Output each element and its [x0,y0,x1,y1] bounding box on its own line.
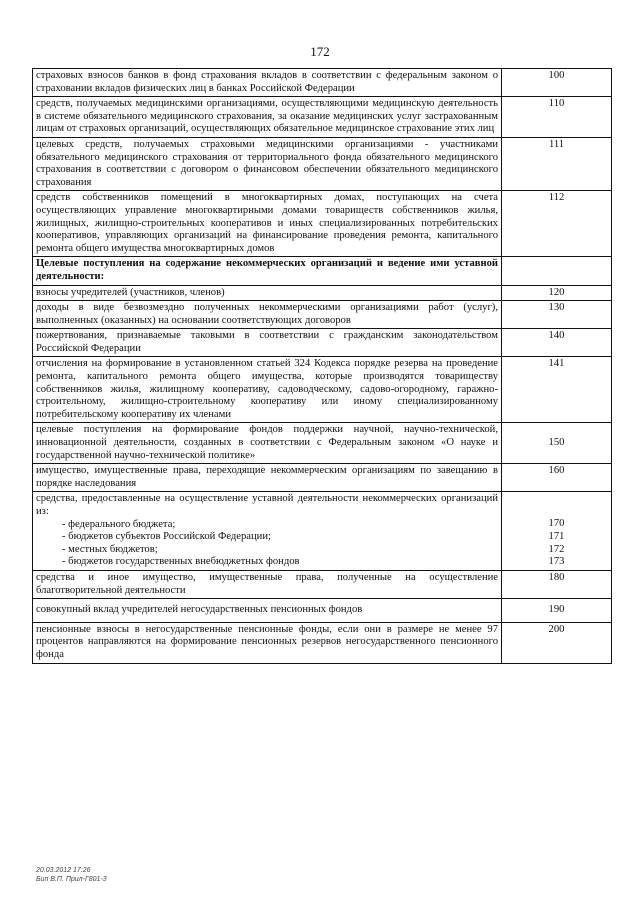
budget-source-codes [502,492,612,571]
footer-timestamp: 20.03.2012 17:26 [36,867,91,874]
table-row [33,301,612,329]
row-description: средства и иное имущество, имущественные права, полученные на осуществление благотворительной деятельности [33,570,502,598]
table-row [33,285,612,301]
row-description: средств, получаемых медицинскими организациями, осуществляющими медицинскую деятельность в системе обязательного медицинского страхования, за оказание медицинских услуг застрахованным лицам от страховых организаций, осуществляющих обязательное медицинское страхование этих лиц [33,97,502,138]
table-row [33,191,612,257]
table-row [33,570,612,598]
row-code: 180 [502,570,612,598]
row-code: 110 [502,97,612,138]
table-row [33,599,612,623]
row-description: средств собственников помещений в многоквартирных домах, поступающих на счета осуществляющих управление многоквартирными домами товариществ собственников жилья, жилищных, жилищно-строительных кооперативов и иных специализированных потребительских кооперативов, управляющих организаций на финансирование проведения ремонта, капитального ремонта общего имущества многоквартирных домов [33,191,502,257]
row-code: 190 [502,599,612,623]
budget-sources-intro: средства, предоставленные на осуществление уставной деятельности некоммерческих организаций из: [36,493,498,517]
row-description: страховых взносов банков в фонд страхования вкладов в соответствии с федеральным законом о страховании вкладов физических лиц в банках Российской Федерации [33,69,502,97]
row-code: 100 [502,69,612,97]
budget-source-code: 172 [548,543,565,555]
budget-source-item: - бюджетов государственных внебюджетных фондов [62,556,300,568]
table-row [33,97,612,138]
row-code: 120 [502,285,612,301]
row-description: отчисления на формирование в установленном статьей 324 Кодекса порядке резерва на проведение ремонта, капитального ремонта общего имущества, которые производятся товариществу собственников жилья, жилищному кооперативу, садоводческому, садово-огородному, гаражно-строительному, жилищно-строительному кооперативу или иному специализированному потребительскому кооперативу их членами [33,357,502,423]
budget-source-item: - федерального бюджета; [62,518,176,530]
row-description: пенсионные взносы в негосударственные пенсионные фонды, если они в размере не менее 97 процентов направляются на формирование пенсионных резервов негосударственного пенсионного фонда [33,622,502,663]
row-description: имущество, имущественные права, переходящие некоммерческим организациям по завещанию в порядке наследования [33,464,502,492]
row-code: 150 [502,423,612,464]
row-code: 111 [502,137,612,190]
table-row [33,137,612,190]
footer-document-ref: Бип В.П. Прил-Г801-3 [36,876,107,883]
row-description: совокупный вклад учредителей негосударственных пенсионных фондов [33,599,502,623]
table-row [33,622,612,663]
table-row [33,464,612,492]
section-heading-row [33,257,612,285]
budget-sources-row [33,492,612,571]
table-row [33,357,612,423]
row-code: 200 [502,622,612,663]
table-row [33,329,612,357]
page-number: 172 [310,44,330,59]
footer-stamp [36,866,107,884]
table-row [33,423,612,464]
row-description: взносы учредителей (участников, членов) [33,285,502,301]
row-description: доходы в виде безвозмездно полученных некоммерческими организациями работ (услуг), выполненных (оказанных) на основании соответствующих договоров [33,301,502,329]
budget-source-code: 171 [548,531,565,542]
row-description: целевые поступления на формирование фондов поддержки научной, научно-технической, инновационной деятельности, созданных в соответствии с Федеральным законом «О науке и государственной научно-технической политике» [33,423,502,464]
row-code: 160 [502,464,612,492]
budget-sources-description [33,492,502,571]
budget-source-item: - бюджетов субъектов Российской Федерации; [62,531,271,543]
row-code: 141 [502,357,612,423]
income-codes-table [32,68,612,664]
table-row [33,69,612,97]
section-heading: Целевые поступления на содержание некоммерческих организаций и ведение ими уставной деятельности: [33,257,502,285]
row-code: 130 [502,301,612,329]
row-code: 112 [502,191,612,257]
budget-source-item: - местных бюджетов; [62,543,158,555]
row-description: пожертвования, признаваемые таковыми в соответствии с гражданским законодательством Российской Федерации [33,329,502,357]
budget-source-code: 170 [548,518,565,530]
row-description: целевых средств, получаемых страховыми медицинскими организациями - участниками обязательного медицинского страхования от территориального фонда обязательного медицинского страхования в соответствии с договором о финансовом обеспечении обязательного медицинского страхования [33,137,502,190]
budget-source-code: 173 [548,556,565,568]
row-code: 140 [502,329,612,357]
row-code [502,257,612,285]
